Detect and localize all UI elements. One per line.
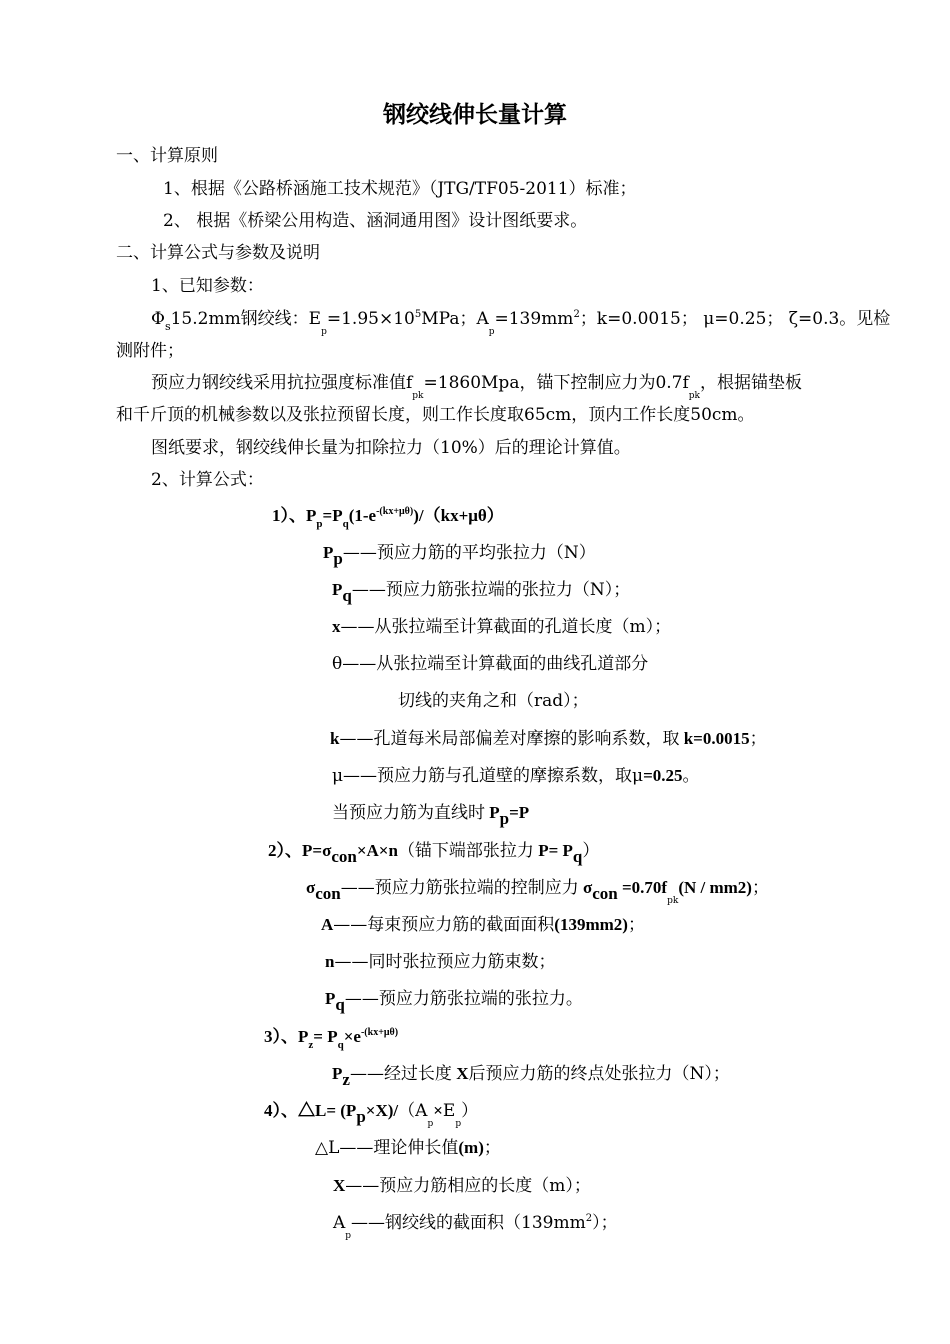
subsection-heading: 1、已知参数： — [151, 276, 264, 296]
section-heading: 二、计算公式与参数及说明 — [116, 243, 320, 263]
definition: $P_q——$预应力筋张拉端的张拉力。 — [325, 989, 583, 1014]
definition: n——同时张拉预应力筋束数； — [325, 952, 556, 972]
formula-2: 2）、$P=\sigma_{con}\times A\times n$（锚下端部张拉力 $P= P_q$） — [268, 841, 600, 866]
definition: $P_q——$预应力筋张拉端的张拉力（N）； — [332, 580, 631, 605]
known-parameters: $\Phi_s15.2mm$钢绞线：$E_p=1.95\times 10^5MPa$；$A_p=139mm^2$；k=0.0015； μ=0.25； ζ=0.3。见检 — [151, 309, 891, 337]
principle-item-2: 2、 根据《桥梁公用构造、涵洞通用图》设计图纸要求。 — [163, 211, 588, 231]
formula-1: 1）、$P_p=P_q(1-e^{-(kx+\mu\theta)})/(kx+\mu\theta)$ — [272, 506, 504, 530]
principle-item-1: 1、根据《公路桥涵施工技术规范》（JTG/TF05-2011）标准； — [163, 179, 637, 199]
definition: △L——理论伸长值(m)； — [315, 1138, 501, 1158]
definition: X——预应力筋相应的长度（m）； — [333, 1176, 591, 1196]
definition: x——从张拉端至计算截面的孔道长度（m）； — [332, 617, 672, 637]
definition: μ——预应力筋与孔道壁的摩擦系数，取μ=0.25。 — [332, 766, 700, 786]
paragraph: 和千斤顶的机械参数以及张拉预留长度，则工作长度取65cm，顶内工作长度50cm。 — [116, 405, 755, 425]
paragraph: 图纸要求，钢绞线伸长量为扣除拉力（10%）后的理论计算值。 — [151, 438, 631, 458]
formula-3: 3）、$P_z= P_q\times e^{-(kx+\mu\theta)}$ — [264, 1027, 399, 1051]
definition: 当预应力筋为直线时 $P_p=P$ — [332, 803, 530, 828]
page-title: 钢绞线伸长量计算 — [383, 102, 567, 128]
subsection-heading: 2、计算公式： — [151, 470, 264, 490]
definition: $\sigma_{con}——$预应力筋张拉端的控制应力 $\sigma_{con} =0.70f_{pk}(N / mm2)$； — [306, 878, 769, 906]
definition: k——孔道每米局部偏差对摩擦的影响系数，取 k=0.0015； — [330, 729, 767, 749]
definition: $P_p——$预应力筋的平均张拉力（N） — [323, 543, 596, 568]
definition: $A_p——$钢绞线的截面积$(139mm^2)$； — [333, 1213, 618, 1241]
definition-cont: 切线的夹角之和（rad）； — [398, 691, 589, 711]
known-parameters-cont: 测附件； — [116, 341, 184, 361]
definition: θ——从张拉端至计算截面的曲线孔道部分 — [332, 654, 649, 674]
section-heading: 一、计算原则 — [116, 146, 218, 166]
definition: A——每束预应力筋的截面面积(139mm2)； — [321, 915, 645, 935]
formula-4: 4）、△L= $(P_p\times X)/(A_p\times E_p)$ — [264, 1101, 479, 1129]
definition: $P_z——$经过长度 X后预应力筋的终点处张拉力（N）； — [332, 1064, 730, 1089]
paragraph: 预应力钢绞线采用抗拉强度标准值$f_{pk}=1860Mpa$，锚下控制应力为$0.7f_{pk}$，根据锚垫板 — [151, 373, 802, 401]
